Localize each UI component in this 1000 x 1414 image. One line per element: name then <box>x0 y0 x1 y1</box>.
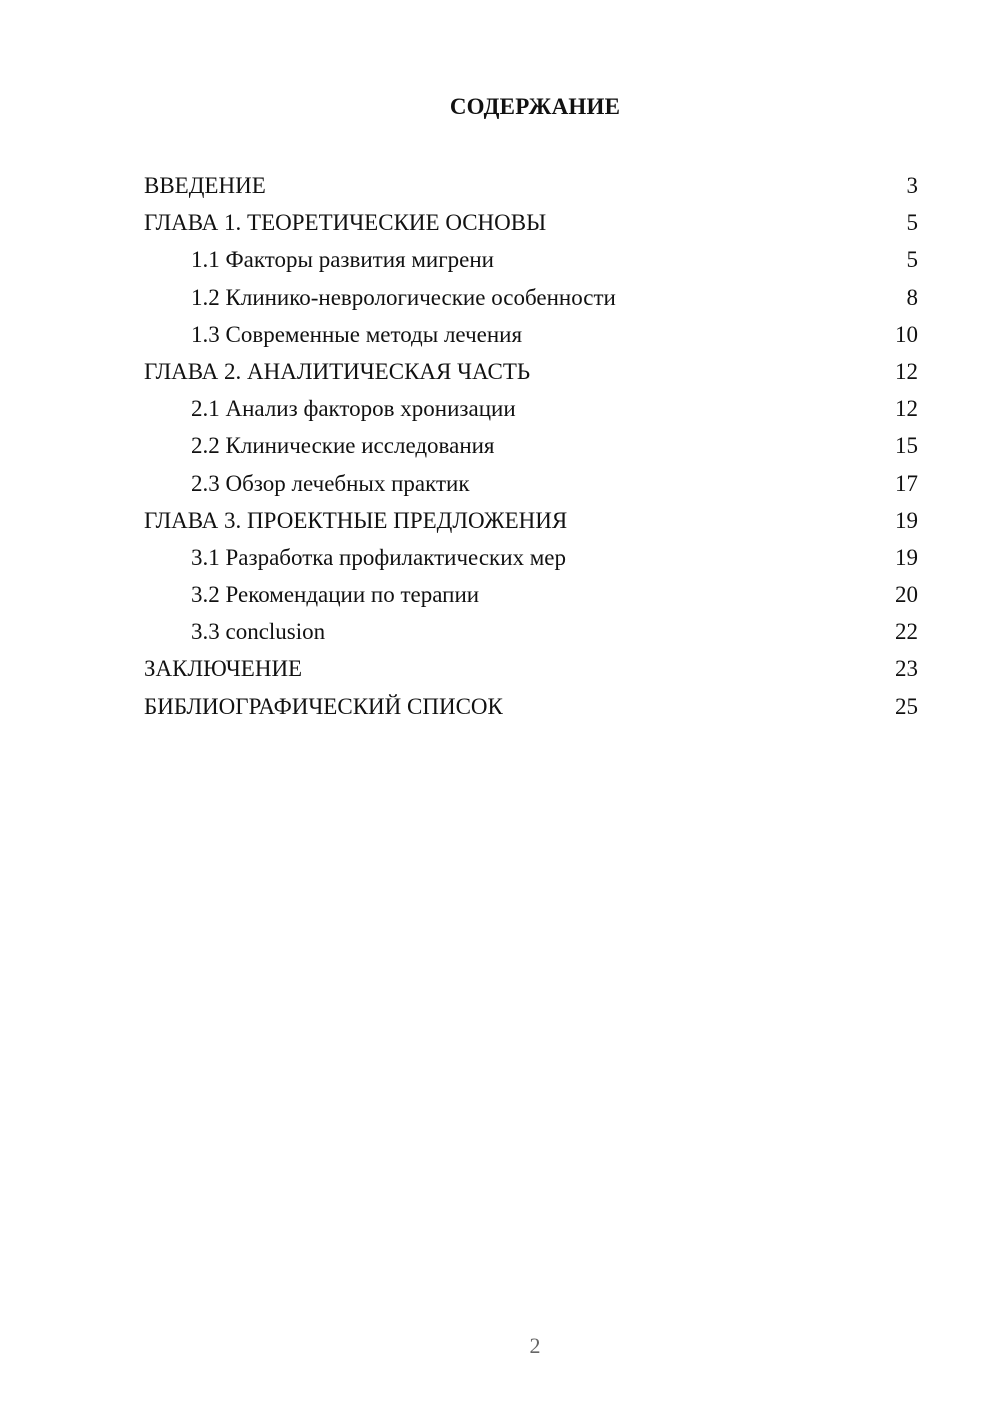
toc-entry-conclusion <box>144 650 920 687</box>
toc-entry-section-1-1 <box>144 241 920 278</box>
toc-entry-section-1-3 <box>144 316 920 353</box>
toc-entry-label: ГЛАВА 1. ТЕОРЕТИЧЕСКИЕ ОСНОВЫ <box>144 210 547 236</box>
toc-entry-label: ГЛАВА 2. АНАЛИТИЧЕСКАЯ ЧАСТЬ <box>144 358 531 384</box>
toc-entry-page: 20 <box>895 582 918 608</box>
toc-entry-page: 10 <box>895 321 918 347</box>
toc-entry-section-3-3 <box>144 613 920 650</box>
toc-entry-chapter-3 <box>144 502 920 539</box>
toc-entry-chapter-1 <box>144 204 920 241</box>
toc-entry-page: 5 <box>906 247 918 273</box>
toc-entry-label: 3.3 conclusion <box>191 619 326 645</box>
toc-entry-label: 3.2 Рекомендации по терапии <box>191 582 480 608</box>
toc-entry-label: 2.1 Анализ факторов хронизации <box>191 396 516 422</box>
table-of-contents <box>144 167 920 725</box>
toc-entry-section-2-2 <box>144 427 920 464</box>
toc-entry-label: ГЛАВА 3. ПРОЕКТНЫЕ ПРЕДЛОЖЕНИЯ <box>144 507 568 533</box>
toc-entry-page: 8 <box>906 284 918 310</box>
toc-entry-page: 3 <box>906 173 918 198</box>
toc-entry-section-2-3 <box>144 465 920 502</box>
toc-entry-page: 12 <box>895 358 918 384</box>
toc-entry-introduction <box>144 167 920 204</box>
toc-entry-label: 1.2 Клинико-неврологические особенности <box>191 284 616 310</box>
page-number: 2 <box>529 1333 541 1358</box>
toc-entry-label: 2.3 Обзор лечебных практик <box>191 470 470 496</box>
toc-entry-page: 12 <box>895 396 918 422</box>
toc-entry-page: 23 <box>895 656 918 682</box>
toc-entry-label: ЗАКЛЮЧЕНИЕ <box>144 656 303 682</box>
toc-entry-bibliography <box>144 688 920 725</box>
toc-entry-section-1-2 <box>144 279 920 316</box>
toc-entry-section-3-2 <box>144 576 920 613</box>
toc-entry-chapter-2 <box>144 353 920 390</box>
toc-entry-page: 15 <box>895 433 918 459</box>
toc-entry-label: 1.1 Факторы развития мигрени <box>191 247 494 273</box>
toc-entry-section-3-1 <box>144 539 920 576</box>
toc-entry-page: 5 <box>906 210 918 236</box>
toc-entry-page: 25 <box>895 693 918 719</box>
toc-heading: СОДЕРЖАНИЕ <box>449 94 621 119</box>
toc-entry-page: 22 <box>895 619 918 645</box>
toc-entry-section-2-1 <box>144 390 920 427</box>
toc-entry-page: 19 <box>895 544 918 570</box>
toc-entry-page: 19 <box>895 507 918 533</box>
toc-entry-label: 3.1 Разработка профилактических мер <box>191 544 567 570</box>
toc-entry-label: ВВЕДЕНИЕ <box>144 173 266 198</box>
toc-entry-page: 17 <box>895 470 918 496</box>
toc-entry-label: БИБЛИОГРАФИЧЕСКИЙ СПИСОК <box>144 693 503 719</box>
toc-entry-label: 2.2 Клинические исследования <box>191 433 495 459</box>
toc-entry-label: 1.3 Современные методы лечения <box>191 321 523 347</box>
